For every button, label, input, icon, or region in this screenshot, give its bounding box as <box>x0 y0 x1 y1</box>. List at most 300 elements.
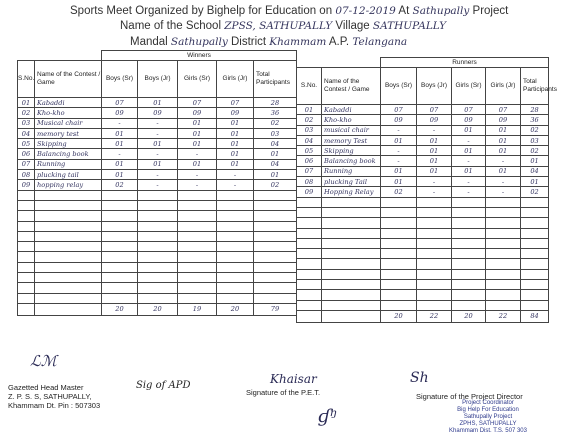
winners-cell <box>18 283 35 293</box>
runners-cell: 07 <box>452 105 486 115</box>
runners-table-row <box>297 249 549 259</box>
winners-cell <box>178 293 217 303</box>
winners-cell: 03 <box>254 128 297 138</box>
district-label: District <box>230 36 267 48</box>
runners-header-girls-sr: Girls (Sr) <box>452 68 486 105</box>
pet-signature-label: Signature of the P.E.T. <box>246 388 321 397</box>
runners-cell <box>452 238 486 248</box>
runners-cell: 02 <box>521 187 549 197</box>
runners-cell: 07 <box>417 105 452 115</box>
runners-cell <box>297 300 322 310</box>
runners-cell <box>297 259 322 269</box>
winners-header-girls-sr: Girls (Sr) <box>178 61 217 98</box>
winners-cell <box>35 283 102 293</box>
winners-table-row <box>18 273 297 283</box>
winners-cell: 02 <box>254 180 297 190</box>
stamp-line-5: Khammam Dist. T.S. 507 303 <box>449 428 527 434</box>
winners-cell <box>102 293 138 303</box>
winners-table-row <box>18 139 297 149</box>
village-label: Village <box>335 20 370 32</box>
winners-cell: 01 <box>254 170 297 180</box>
headmaster-signature-scribble: ℒℳ <box>30 352 57 370</box>
winners-cell: 01 <box>217 118 254 128</box>
runners-cell <box>381 228 417 238</box>
runners-cell <box>486 218 521 228</box>
winners-total-cell: 79 <box>254 303 297 315</box>
winners-cell: hopping relay <box>35 180 102 190</box>
runners-header-sno: S.No. <box>297 68 322 105</box>
winners-cell: - <box>138 170 178 180</box>
mandal-label: Mandal <box>130 36 168 48</box>
winners-cell: Balancing book <box>35 149 102 159</box>
runners-cell: Hopping Relay <box>322 187 381 197</box>
runners-cell: 09 <box>417 115 452 125</box>
runners-cell <box>381 259 417 269</box>
runners-cell: 01 <box>452 125 486 135</box>
runners-table-row <box>297 218 549 228</box>
winners-cell <box>35 221 102 231</box>
winners-cell: - <box>217 170 254 180</box>
winners-cell <box>35 231 102 241</box>
runners-cell: 08 <box>297 177 322 187</box>
winners-cell: - <box>102 118 138 128</box>
winners-cell: 09 <box>102 108 138 118</box>
winners-cell: 01 <box>102 159 138 169</box>
winners-cell: 08 <box>18 170 35 180</box>
runners-cell <box>322 238 381 248</box>
winners-cell: 01 <box>178 139 217 149</box>
winners-table-row <box>18 159 297 169</box>
winners-table-row <box>18 190 297 200</box>
winners-table-row <box>18 283 297 293</box>
winners-table <box>17 50 297 316</box>
winners-cell: 07 <box>102 98 138 108</box>
winners-cell: 01 <box>178 159 217 169</box>
winners-cell: 02 <box>18 108 35 118</box>
runners-cell: 36 <box>521 115 549 125</box>
winners-cell <box>217 273 254 283</box>
winners-total-cell: 19 <box>178 303 217 315</box>
runners-cell <box>452 249 486 259</box>
winners-cell: 07 <box>178 98 217 108</box>
winners-cell <box>254 252 297 262</box>
winners-cell <box>178 200 217 210</box>
winners-cell: 06 <box>18 149 35 159</box>
winners-cell <box>178 231 217 241</box>
runners-cell: Skipping <box>322 146 381 156</box>
winners-cell <box>35 190 102 200</box>
winners-cell <box>178 283 217 293</box>
winners-cell <box>35 252 102 262</box>
runners-cell <box>381 269 417 279</box>
winners-total-cell: 20 <box>102 303 138 315</box>
runners-cell: - <box>452 177 486 187</box>
runners-cell <box>521 280 549 290</box>
runners-cell: - <box>381 125 417 135</box>
pet-signature-scribble: Khaisar <box>270 372 317 386</box>
runners-header-contest: Name of the Contest / Game <box>322 68 381 105</box>
runners-cell <box>417 238 452 248</box>
runners-table-row <box>297 115 549 125</box>
runners-cell <box>452 280 486 290</box>
runners-cell <box>417 259 452 269</box>
winners-cell <box>138 262 178 272</box>
runners-cell: 01 <box>486 166 521 176</box>
runners-cell <box>322 280 381 290</box>
runners-cell: 03 <box>297 125 322 135</box>
winners-table-row <box>18 293 297 303</box>
runners-table-row <box>297 290 549 300</box>
winners-cell <box>18 252 35 262</box>
runners-cell: 01 <box>486 135 521 145</box>
winners-cell: Skipping <box>35 139 102 149</box>
runners-cell <box>486 290 521 300</box>
winners-table-row <box>18 180 297 190</box>
winners-cell <box>102 242 138 252</box>
header-line-3 <box>130 36 407 48</box>
runners-cell <box>521 218 549 228</box>
runners-cell <box>297 280 322 290</box>
winners-cell <box>18 231 35 241</box>
winners-cell <box>217 221 254 231</box>
runners-cell <box>521 269 549 279</box>
winners-total-cell: 20 <box>217 303 254 315</box>
runners-cell: 01 <box>452 146 486 156</box>
runners-cell: 01 <box>486 146 521 156</box>
winners-table-row <box>18 98 297 108</box>
winners-cell <box>18 303 35 315</box>
winners-cell: 01 <box>18 98 35 108</box>
runners-cell <box>322 197 381 207</box>
state-label: A.P. <box>328 36 350 48</box>
runners-cell: Kho-kho <box>322 115 381 125</box>
winners-cell: 04 <box>254 139 297 149</box>
sports-meet-title: Sports Meet Organized by Bighelp for Education on <box>70 5 333 17</box>
runners-table-row <box>297 269 549 279</box>
runners-cell: 01 <box>521 156 549 166</box>
runners-cell: 02 <box>381 187 417 197</box>
runners-cell: - <box>417 177 452 187</box>
runners-cell <box>417 249 452 259</box>
winners-cell <box>217 200 254 210</box>
winners-cell <box>217 293 254 303</box>
winners-cell <box>35 211 102 221</box>
runners-cell: 01 <box>417 166 452 176</box>
runners-cell: 09 <box>381 115 417 125</box>
winners-cell <box>35 262 102 272</box>
runners-cell: 02 <box>521 125 549 135</box>
runners-cell: 01 <box>452 166 486 176</box>
runners-cell: 02 <box>521 146 549 156</box>
runners-cell <box>322 300 381 310</box>
runners-total-cell: 84 <box>521 310 549 322</box>
runners-cell: 01 <box>417 156 452 166</box>
runners-cell: 01 <box>486 125 521 135</box>
runners-cell <box>322 228 381 238</box>
winners-cell: - <box>138 149 178 159</box>
runners-cell: 01 <box>417 146 452 156</box>
winners-cell <box>138 293 178 303</box>
runners-label: Runners <box>381 58 549 68</box>
winners-header-total: Total Participants <box>254 61 297 98</box>
header-line-2 <box>120 20 446 32</box>
winners-cell: 01 <box>102 170 138 180</box>
mandal-name: Sathupally <box>170 36 228 48</box>
winners-header-boys-jr: Boys (Jr) <box>138 61 178 98</box>
runners-cell: - <box>452 187 486 197</box>
winners-cell <box>102 200 138 210</box>
runners-cell: 28 <box>521 105 549 115</box>
winners-cell: 01 <box>217 128 254 138</box>
runners-cell: 07 <box>381 105 417 115</box>
winners-header-sno: S.No. <box>18 61 35 98</box>
runners-cell <box>381 238 417 248</box>
winners-cell: Musical chair <box>35 118 102 128</box>
runners-cell: 03 <box>521 135 549 145</box>
runners-table-row <box>297 135 549 145</box>
runners-cell <box>381 290 417 300</box>
winners-cell <box>178 190 217 200</box>
winners-cell <box>254 200 297 210</box>
headmaster-line-1: Gazetted Head Master <box>8 383 84 392</box>
runners-header-boys-jr: Boys (Jr) <box>417 68 452 105</box>
winners-cell: 01 <box>217 159 254 169</box>
runners-cell: 04 <box>297 135 322 145</box>
runners-cell <box>417 218 452 228</box>
winners-cell <box>18 293 35 303</box>
runners-cell <box>322 207 381 217</box>
winners-cell: 03 <box>18 118 35 128</box>
headmaster-designation <box>8 383 100 410</box>
winners-cell <box>254 190 297 200</box>
winners-cell <box>102 252 138 262</box>
winners-cell: 01 <box>217 149 254 159</box>
winners-cell <box>217 231 254 241</box>
winners-table-row <box>18 108 297 118</box>
winners-cell <box>217 252 254 262</box>
stamp-line-2: Big Help For Education <box>457 407 519 413</box>
winners-cell <box>138 283 178 293</box>
winners-cell: - <box>178 149 217 159</box>
winners-cell: 02 <box>254 118 297 128</box>
winners-totals-row <box>18 303 297 315</box>
runners-cell: 01 <box>381 166 417 176</box>
runners-cell <box>486 280 521 290</box>
runners-blank-cell <box>297 58 381 68</box>
runners-cell <box>417 269 452 279</box>
winners-cell <box>217 242 254 252</box>
winners-cell <box>178 211 217 221</box>
runners-cell <box>452 197 486 207</box>
runners-cell <box>417 197 452 207</box>
runners-cell <box>297 249 322 259</box>
winners-cell <box>138 190 178 200</box>
runners-cell: 01 <box>417 135 452 145</box>
runners-cell <box>521 207 549 217</box>
winners-cell <box>178 242 217 252</box>
runners-cell <box>486 269 521 279</box>
winners-cell: 01 <box>217 139 254 149</box>
winners-table-row <box>18 262 297 272</box>
runners-cell <box>381 280 417 290</box>
runners-cell <box>381 207 417 217</box>
runners-cell <box>486 197 521 207</box>
winners-cell <box>18 190 35 200</box>
winners-cell: Running <box>35 159 102 169</box>
winners-cell <box>138 211 178 221</box>
runners-cell <box>381 300 417 310</box>
runners-cell <box>521 228 549 238</box>
runners-table-row <box>297 146 549 156</box>
winners-cell: 07 <box>217 98 254 108</box>
runners-cell: - <box>381 156 417 166</box>
runners-cell: - <box>486 177 521 187</box>
runners-cell <box>297 228 322 238</box>
winners-cell <box>254 211 297 221</box>
runners-cell <box>417 207 452 217</box>
winners-cell <box>18 200 35 210</box>
winners-cell <box>254 221 297 231</box>
winners-cell <box>178 221 217 231</box>
winners-cell: 28 <box>254 98 297 108</box>
winners-cell: 02 <box>102 180 138 190</box>
winners-cell: memory test <box>35 128 102 138</box>
runners-cell: Running <box>322 166 381 176</box>
winners-cell <box>102 221 138 231</box>
runners-cell <box>452 269 486 279</box>
runners-cell <box>486 238 521 248</box>
runners-table-row <box>297 300 549 310</box>
runners-cell <box>297 310 322 322</box>
state-name: Telangana <box>352 36 408 48</box>
runners-cell: Balancing book <box>322 156 381 166</box>
runners-header-girls-jr: Girls (Jr) <box>486 68 521 105</box>
winners-header-boys-sr: Boys (Sr) <box>102 61 138 98</box>
winners-cell: - <box>138 118 178 128</box>
at-label: At <box>398 5 410 17</box>
runners-cell <box>521 249 549 259</box>
runners-table-row <box>297 238 549 248</box>
runners-cell <box>452 218 486 228</box>
school-name: ZPSS, SATHUPALLY <box>224 20 333 32</box>
runners-cell: plucking Tail <box>322 177 381 187</box>
runners-cell <box>486 300 521 310</box>
winners-table-row <box>18 252 297 262</box>
director-signature-scribble: Sh <box>410 370 429 386</box>
runners-cell: - <box>486 187 521 197</box>
runners-cell <box>521 259 549 269</box>
runners-cell: Kabaddi <box>322 105 381 115</box>
runners-totals-row <box>297 310 549 322</box>
runners-table-row <box>297 166 549 176</box>
runners-cell <box>486 249 521 259</box>
winners-cell: 01 <box>138 98 178 108</box>
runners-cell: 06 <box>297 156 322 166</box>
runners-cell: 01 <box>381 135 417 145</box>
winners-cell: 09 <box>18 180 35 190</box>
winners-cell: Kho-kho <box>35 108 102 118</box>
winners-cell <box>102 283 138 293</box>
runners-cell <box>322 290 381 300</box>
runners-cell <box>486 259 521 269</box>
runners-table-row <box>297 125 549 135</box>
runners-cell: - <box>381 146 417 156</box>
runners-cell <box>521 238 549 248</box>
runners-header-total: Total Participants <box>521 68 549 105</box>
winners-cell <box>18 242 35 252</box>
runners-cell <box>417 300 452 310</box>
winners-cell: Kabaddi <box>35 98 102 108</box>
winners-header-girls-jr: Girls (Jr) <box>217 61 254 98</box>
winners-cell: - <box>178 180 217 190</box>
runners-cell <box>381 218 417 228</box>
bottom-signature-scribble: ɠᵑ <box>318 406 338 427</box>
project-stamp <box>428 400 548 435</box>
runners-cell <box>322 310 381 322</box>
stamp-line-4: ZPHS, SATHUPALLY <box>459 421 517 427</box>
runners-table-row <box>297 280 549 290</box>
apd-signature: Sig of APD <box>136 380 191 391</box>
runners-cell <box>486 207 521 217</box>
winners-cell: 01 <box>102 139 138 149</box>
runners-cell <box>297 207 322 217</box>
meet-place: Sathupally <box>412 5 470 17</box>
stamp-line-3: Sathupally Project <box>463 414 513 420</box>
winners-cell: 01 <box>178 128 217 138</box>
winners-cell <box>138 231 178 241</box>
winners-cell: - <box>217 180 254 190</box>
headmaster-line-3: Khammam Dt. Pin : 507303 <box>8 401 101 410</box>
winners-cell <box>217 211 254 221</box>
winners-cell: 09 <box>138 108 178 118</box>
winners-cell <box>138 252 178 262</box>
runners-cell: memory Test <box>322 135 381 145</box>
winners-cell: 09 <box>217 108 254 118</box>
winners-table-row <box>18 170 297 180</box>
winners-table-row <box>18 221 297 231</box>
runners-cell <box>297 269 322 279</box>
meet-date: 07-12-2019 <box>335 5 396 17</box>
winners-total-cell: 20 <box>138 303 178 315</box>
runners-cell <box>417 280 452 290</box>
runners-cell <box>521 300 549 310</box>
runners-table <box>296 57 557 323</box>
winners-cell: 01 <box>102 128 138 138</box>
winners-cell: 01 <box>178 118 217 128</box>
winners-table-row <box>18 242 297 252</box>
runners-table-row <box>297 177 549 187</box>
winners-table-row <box>18 200 297 210</box>
runners-cell: 01 <box>297 105 322 115</box>
winners-cell <box>254 293 297 303</box>
winners-cell <box>102 262 138 272</box>
winners-cell <box>254 262 297 272</box>
runners-cell: 09 <box>486 115 521 125</box>
runners-cell: musical chair <box>322 125 381 135</box>
winners-cell: 07 <box>18 159 35 169</box>
runners-table-row <box>297 228 549 238</box>
winners-cell <box>254 242 297 252</box>
runners-table-row <box>297 187 549 197</box>
winners-cell: 01 <box>138 139 178 149</box>
winners-label: Winners <box>102 51 297 61</box>
runners-cell <box>297 238 322 248</box>
runners-cell <box>452 228 486 238</box>
winners-cell <box>35 242 102 252</box>
runners-cell <box>417 290 452 300</box>
stamp-line-1: Project Coordinator <box>462 400 514 406</box>
winners-cell: - <box>102 149 138 159</box>
